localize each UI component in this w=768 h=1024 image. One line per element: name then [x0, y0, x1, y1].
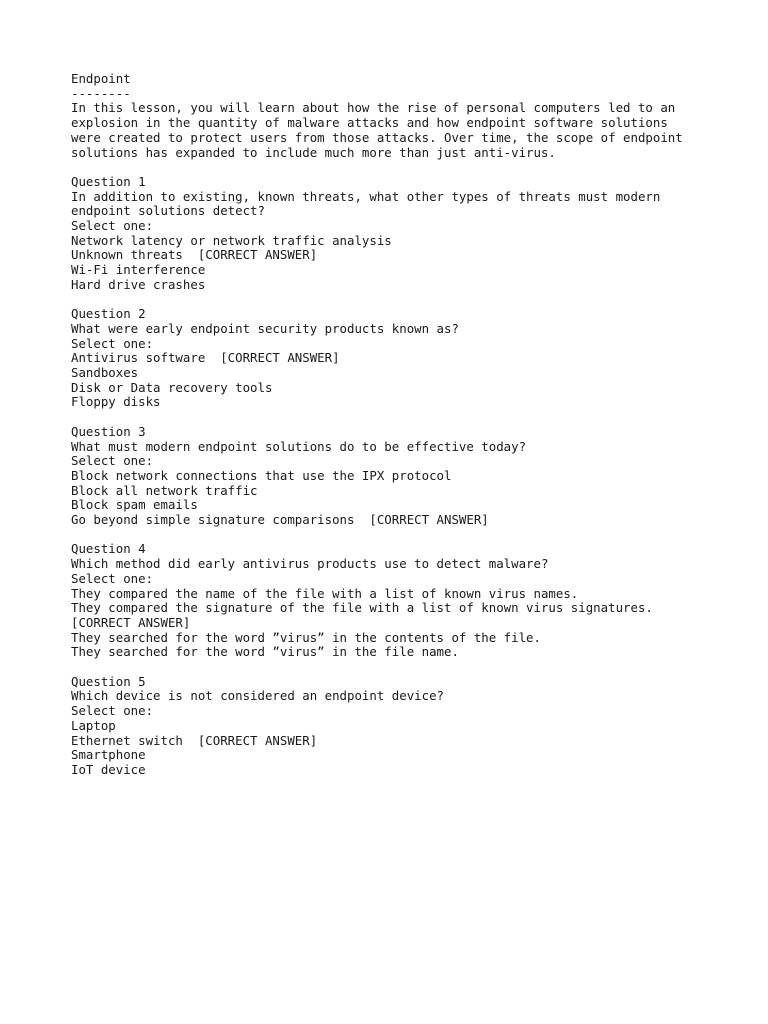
select-label: Select one: — [71, 703, 154, 719]
answer-option: They searched for the word ”virus” in the file name. — [71, 644, 459, 660]
question-prompt: Which method did early antivirus products use to detect malware? — [71, 556, 549, 572]
question-block-3 — [71, 425, 751, 528]
answer-option: Antivirus software [CORRECT ANSWER] — [71, 350, 340, 366]
spacer — [71, 660, 751, 675]
intro-paragraph — [71, 101, 751, 160]
question-prompt: endpoint solutions detect? — [71, 203, 265, 219]
answer-option: Sandboxes — [71, 365, 139, 381]
question-prompt: What must modern endpoint solutions do to be effective today? — [71, 438, 527, 454]
spacer — [71, 160, 751, 175]
spacer — [71, 528, 751, 543]
question-prompt: What were early endpoint security products known as? — [71, 320, 459, 336]
question-block-2 — [71, 307, 751, 410]
answer-option: Block spam emails — [71, 497, 198, 513]
answer-option: Smartphone — [71, 747, 146, 763]
question-heading: Question 1 — [71, 173, 146, 189]
answer-option: Block network connections that use the IPX protocol — [71, 467, 452, 483]
answer-option: Laptop — [71, 717, 116, 733]
answer-option: Network latency or network traffic analysis — [71, 232, 392, 248]
answer-option: They compared the signature of the file with a list of known virus signatures. — [71, 600, 653, 616]
answer-option: Go beyond simple signature comparisons [CORRECT ANSWER] — [71, 512, 489, 528]
answer-option: They searched for the word ”virus” in the contents of the file. — [71, 629, 541, 645]
answer-option: IoT device — [71, 761, 146, 777]
intro-line: were created to protect users from those attacks. Over time, the scope of endpoint — [71, 129, 683, 145]
question-block-1 — [71, 175, 751, 293]
answer-option: [CORRECT ANSWER] — [71, 614, 191, 630]
select-label: Select one: — [71, 570, 154, 586]
document-page — [71, 72, 751, 778]
question-prompt: Which device is not considered an endpoint device? — [71, 688, 444, 704]
answer-option: Wi-Fi interference — [71, 262, 206, 278]
answer-option: Block all network traffic — [71, 482, 258, 498]
document-title: Endpoint — [71, 71, 131, 86]
question-heading: Question 4 — [71, 541, 146, 557]
answer-option: Floppy disks — [71, 394, 161, 410]
question-prompt: In addition to existing, known threats, what other types of threats must modern — [71, 188, 661, 204]
question-block-5 — [71, 675, 751, 778]
title-rule: -------- — [71, 85, 131, 101]
question-heading: Question 3 — [71, 423, 146, 439]
answer-option: Unknown threats [CORRECT ANSWER] — [71, 247, 318, 263]
answer-option: Ethernet switch [CORRECT ANSWER] — [71, 732, 318, 748]
answer-option: Hard drive crashes — [71, 276, 206, 292]
select-label: Select one: — [71, 453, 154, 469]
intro-line: solutions has expanded to include much more than just anti-virus. — [71, 144, 556, 160]
answer-option: Disk or Data recovery tools — [71, 379, 273, 395]
select-label: Select one: — [71, 335, 154, 351]
spacer — [71, 410, 751, 425]
question-block-4 — [71, 542, 751, 660]
select-label: Select one: — [71, 218, 154, 234]
answer-option: They compared the name of the file with a list of known virus names. — [71, 585, 579, 601]
intro-line: explosion in the quantity of malware attacks and how endpoint software solutions — [71, 115, 668, 131]
intro-line: In this lesson, you will learn about how the rise of personal computers led to an — [71, 100, 676, 116]
question-heading: Question 2 — [71, 306, 146, 322]
question-heading: Question 5 — [71, 673, 146, 689]
spacer — [71, 293, 751, 308]
